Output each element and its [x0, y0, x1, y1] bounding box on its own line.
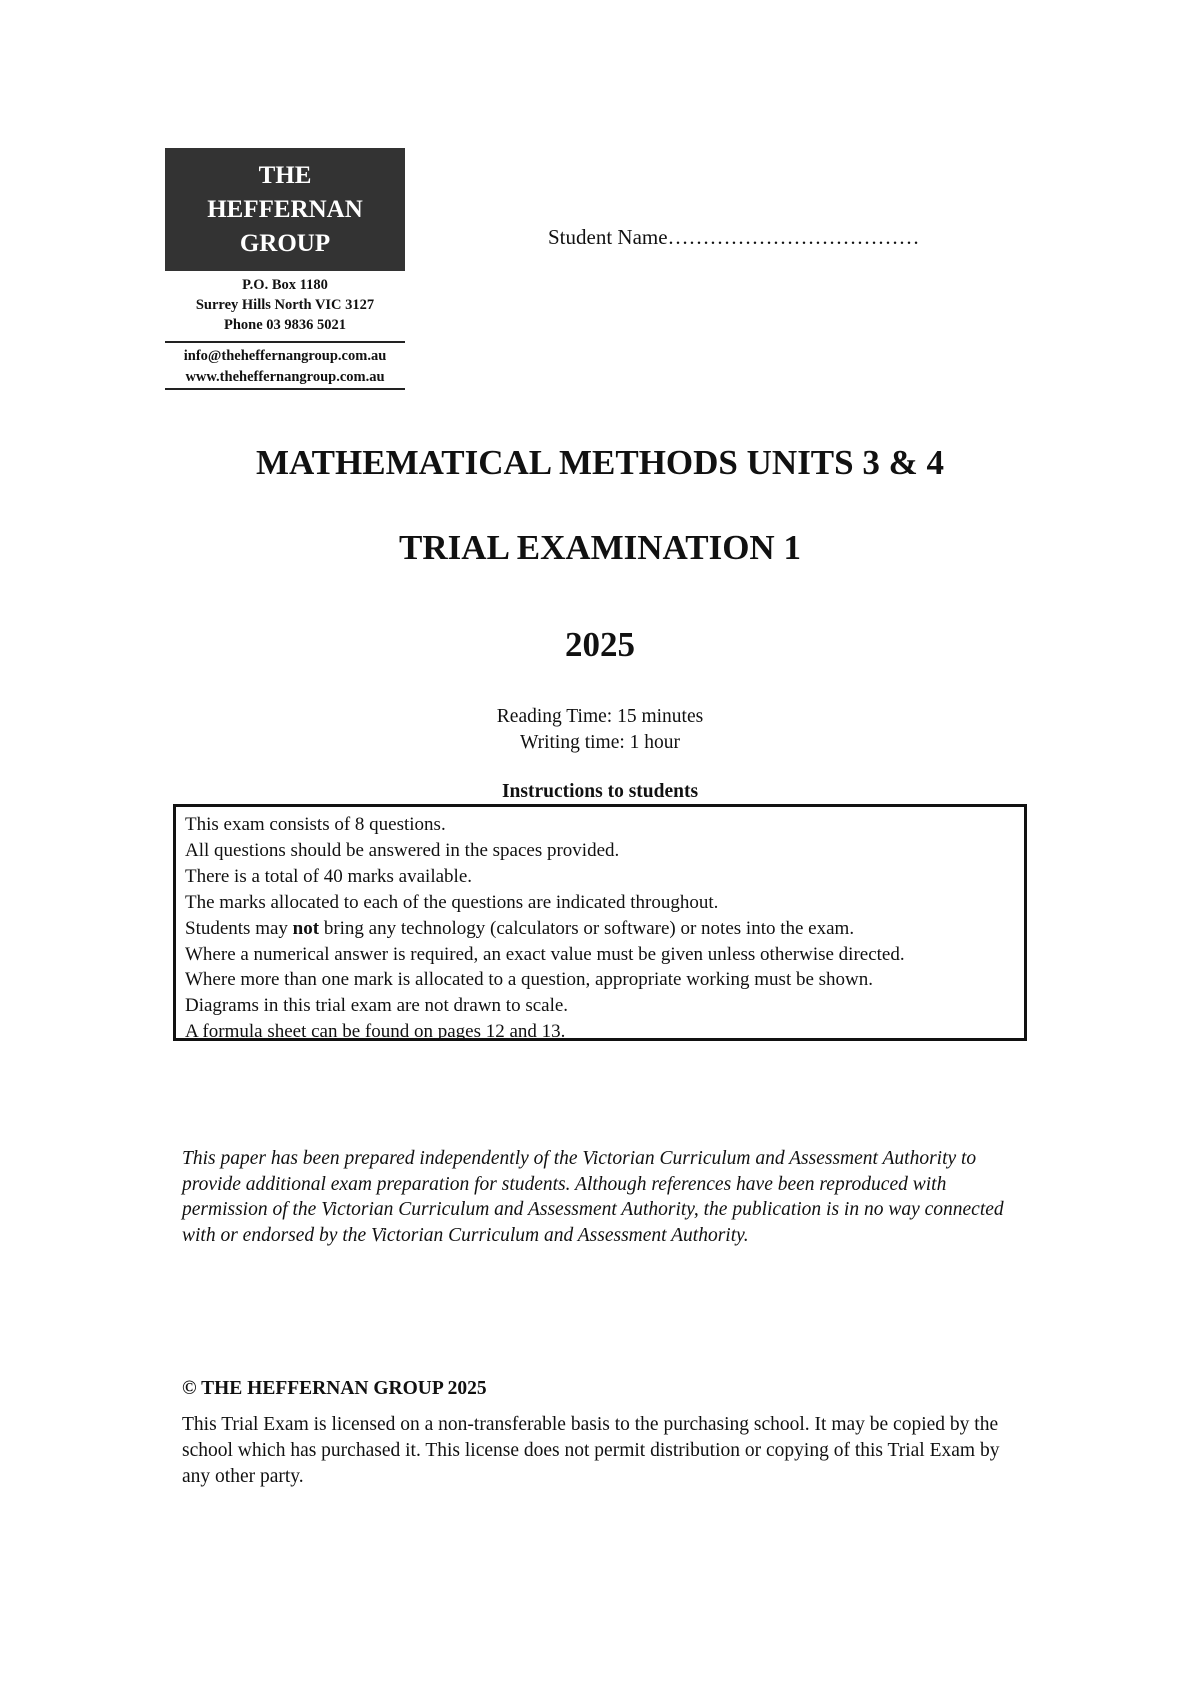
- instruction-item: The marks allocated to each of the questions are indicated throughout.: [185, 891, 719, 913]
- publisher-address: [165, 271, 405, 335]
- instruction-item: This exam consists of 8 questions.: [185, 814, 446, 835]
- logo-line-3: GROUP: [239, 229, 331, 257]
- instructions-box: [173, 804, 1027, 1041]
- address-line-1: P.O. Box 1180: [242, 277, 328, 293]
- instruction-item: A formula sheet can be found on pages 12 and 13.: [185, 1021, 566, 1043]
- exam-times: [0, 704, 1200, 756]
- instruction-item: [185, 916, 1024, 942]
- instruction-emphasis: not: [292, 917, 320, 939]
- address-line-3: Phone 03 9836 5021: [223, 317, 347, 333]
- writing-time: Writing time: 1 hour: [519, 732, 681, 753]
- student-name-field: Student Name………………………………: [548, 225, 920, 249]
- reading-time: Reading Time: 15 minutes: [496, 706, 704, 727]
- logo-banner: [165, 148, 405, 271]
- instruction-item: Where a numerical answer is required, an exact value must be given unless otherwise directed.: [185, 943, 905, 965]
- instruction-item: There is a total of 40 marks available.: [185, 865, 473, 887]
- publisher-logo: [165, 148, 405, 390]
- address-line-2: Surrey Hills North VIC 3127: [195, 297, 375, 313]
- instruction-text: bring any technology (calculators or software) or notes into the exam.: [319, 917, 855, 939]
- instructions-heading: Instructions to students: [501, 781, 699, 802]
- exam-subject-title: MATHEMATICAL METHODS UNITS 3 & 4: [255, 443, 945, 482]
- instruction-item: Where more than one mark is allocated to a question, appropriate working must be shown.: [185, 969, 874, 991]
- logo-line-2: HEFFERNAN: [207, 195, 363, 223]
- exam-title: TRIAL EXAMINATION 1: [399, 528, 801, 567]
- instruction-text: Students may: [185, 917, 293, 939]
- logo-divider: [165, 341, 405, 343]
- disclaimer-text: This paper has been prepared independently of the Victorian Curriculum and Assessment Authority to provide additional exam preparation for students. Although references have been reproduced with permission of the Victorian Curriculum and Assessment Authority, the publication is in no way connected with or endorsed by the Victorian Curriculum and Assessment Authority.: [182, 1148, 1004, 1246]
- logo-line-1: THE: [258, 161, 312, 189]
- license-text: This Trial Exam is licensed on a non-transferable basis to the purchasing school. It may be copied by the school which has purchased it. This license does not permit distribution or copying of this Trial Exam by any other party.: [182, 1414, 1000, 1487]
- instruction-item: All questions should be answered in the spaces provided.: [185, 839, 620, 861]
- publisher-website: www.theheffernangroup.com.au: [165, 367, 405, 390]
- copyright-notice: © THE HEFFERNAN GROUP 2025: [182, 1378, 487, 1399]
- instruction-item: Diagrams in this trial exam are not drawn to scale.: [185, 995, 569, 1017]
- publisher-email: info@theheffernangroup.com.au: [183, 348, 387, 364]
- exam-year: 2025: [565, 625, 635, 664]
